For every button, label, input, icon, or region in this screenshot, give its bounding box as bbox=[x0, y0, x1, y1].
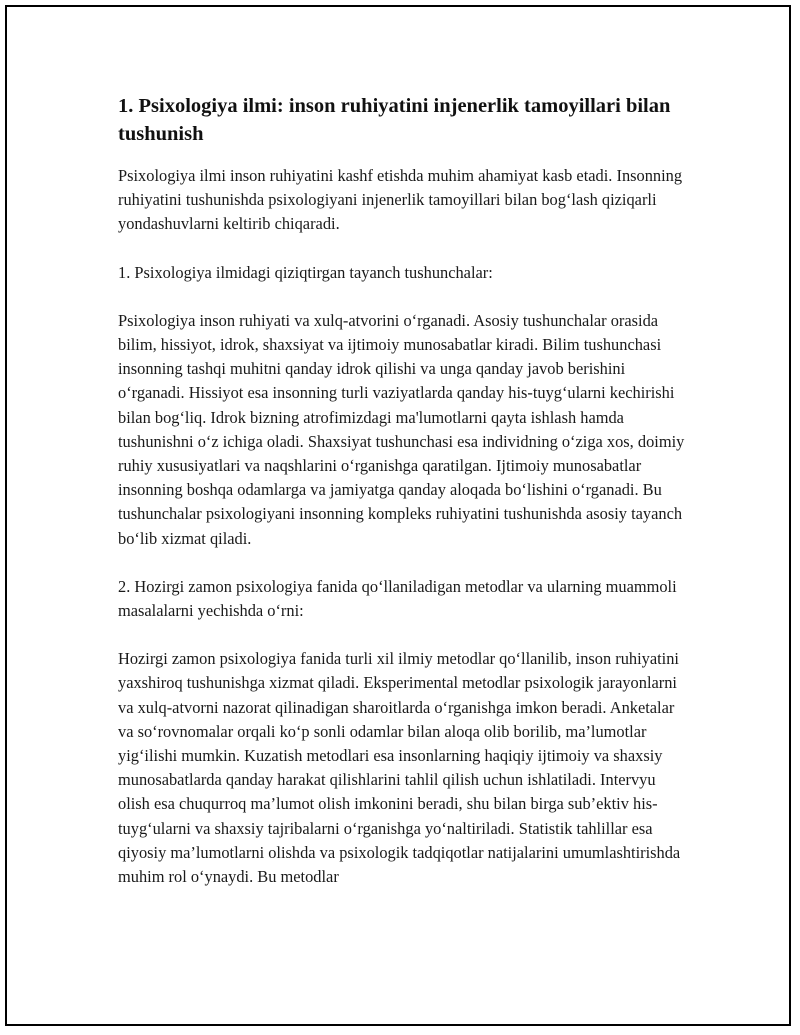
section-paragraph-2: Hozirgi zamon psixologiya fanida turli xil ilmiy metodlar qo‘llanilib, inson ruhiyatini yaxshiroq tushunishga xizmat qiladi. Eksperimental metodlar psixologik jarayonlarni va xulq-atvorni nazorat qilinadigan sharoitlarda o‘rganishga imkon beradi. Anketalar va so‘rovnomalar orqali ko‘p sonli odamlar bilan aloqa olib borilib, ma’lumotlar yig‘ilishi mumkin. Kuzatish metodlari esa insonlarning haqiqiy ijtimoiy va shaxsiy munosabatlarda qanday harakat qilishlarini tahlil qilish uchun ishlatiladi. Intervyu olish esa chuqurroq ma’lumot olish imkonini beradi, shu bilan birga sub’ektiv his-tuyg‘ularni va shaxsiy tajribalarni o‘rganishga yo‘naltiriladi. Statistik tahlillar esa qiyosiy ma’lumotlarni olishda va psixologik tadqiqotlar natijalarini umumlashtirishda muhim rol o‘ynaydi. Bu metodlar bbox=[118, 649, 681, 887]
section-heading-1: 1. Psixologiya ilmidagi qiziqtirgan tayanch tushunchalar: bbox=[118, 262, 493, 282]
document-title: 1. Psixologiya ilmi: inson ruhiyatini injenerlik tamoyillari bilan tushunish bbox=[118, 95, 671, 145]
intro-paragraph: Psixologiya ilmi inson ruhiyatini kashf etishda muhim ahamiyat kasb etadi. Insonning ruhiyatini tushunishda psixologiyani injenerlik tamoyillari bilan bog‘lash qiziqarli yondashuvlarni keltirib chiqaradi. bbox=[118, 166, 683, 234]
section-paragraph-1: Psixologiya inson ruhiyati va xulq-atvorini o‘rganadi. Asosiy tushunchalar orasida bilim, hissiyot, idrok, shaxsiyat va ijtimoiy munosabatlar kiradi. Bilim tushunchasi insonning tashqi muhitni qanday idrok qilishi va unga qanday javob berishini o‘rganadi. Hissiyot esa insonning turli vaziyatlarda qanday his-tuyg‘ularni kechirishi bilan bog‘liq. Idrok bizning atrofimizdagi ma'lumotlarni qayta ishlash hamda tushunishni o‘z ichiga oladi. Shaxsiyat tushunchasi esa individning o‘ziga xos, doimiy ruhiy xususiyatlari va naqshlarini o‘rganishga qaratilgan. Ijtimoiy munosabatlar insonning boshqa odamlarga va jamiyatga qanday aloqada bo‘lishini o‘rganadi. Bu tushunchalar psixologiyani insonning kompleks ruhiyatini tushunishda asosiy tayanch bo‘lib xizmat qiladi. bbox=[118, 310, 685, 548]
document-body bbox=[118, 92, 688, 889]
section-heading-2: 2. Hozirgi zamon psixologiya fanida qo‘llaniladigan metodlar va ularning muammoli masalalarni yechishda o‘rni: bbox=[118, 576, 677, 621]
